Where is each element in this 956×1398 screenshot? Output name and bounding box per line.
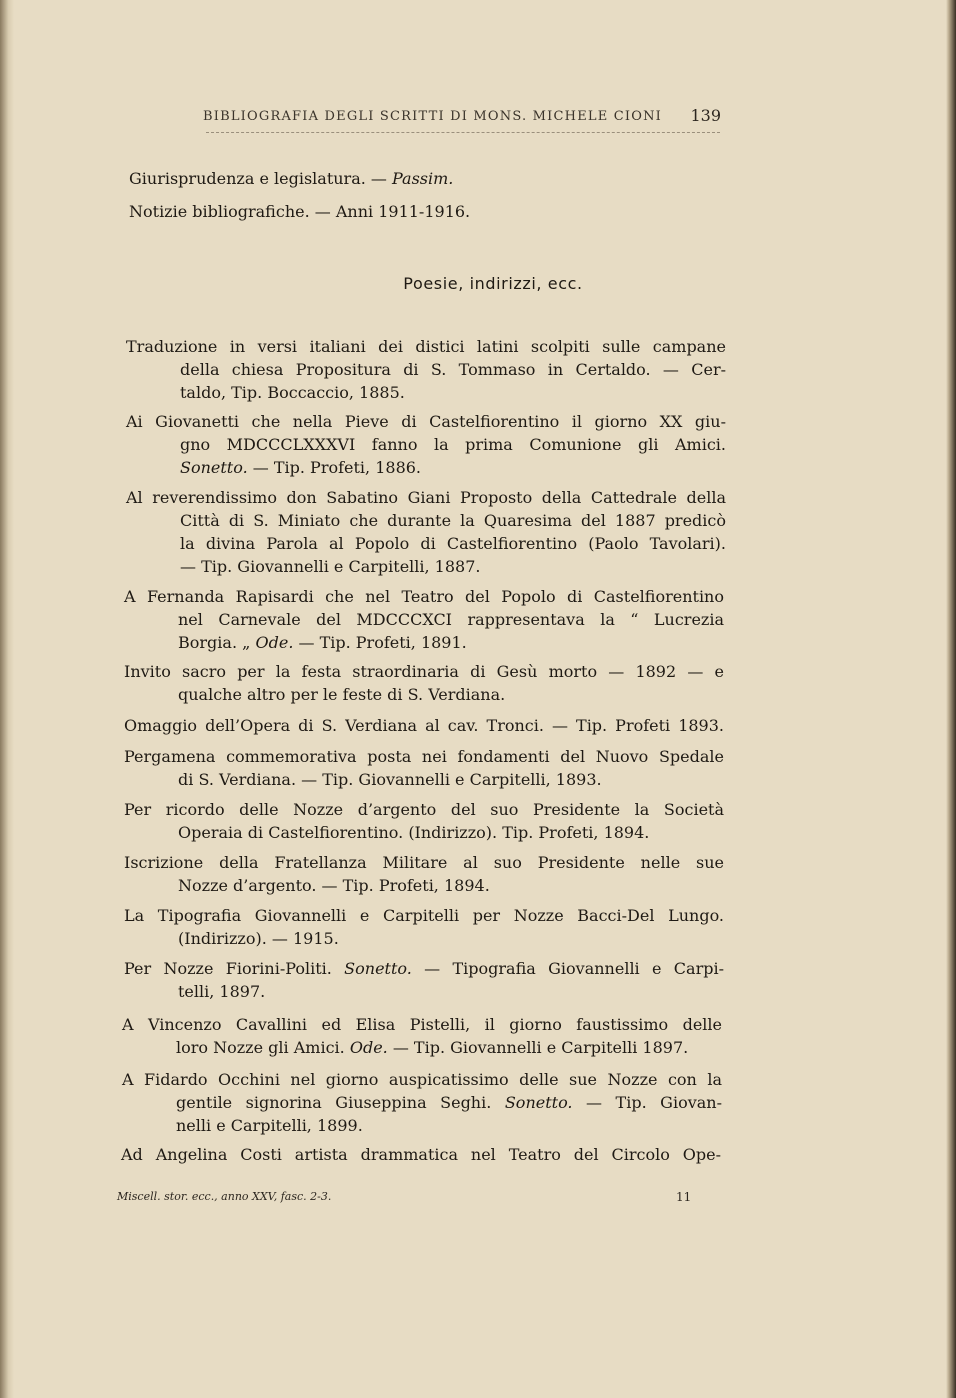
entry-line: Traduzione in versi italiani dei distici latini scolpiti sulle campane bbox=[126, 337, 726, 356]
running-header bbox=[203, 108, 721, 130]
entry-line: gentile signorina Giuseppina Seghi. Sonetto. — Tip. Giovan- bbox=[176, 1093, 722, 1112]
entry bbox=[124, 851, 724, 897]
entry-line: Ai Giovanetti che nella Pieve di Castelfiorentino il giorno XX giu- bbox=[126, 412, 726, 431]
footer-signature: 11 bbox=[676, 1190, 692, 1204]
footer-journal: Miscell. stor. ecc., anno XXV, fasc. 2-3. bbox=[117, 1190, 332, 1203]
entry-line: gno MDCCCLXXXVI fanno la prima Comunione gli Amici. bbox=[180, 435, 726, 454]
running-title: BIBLIOGRAFIA DEGLI SCRITTI DI MONS. MICHELE CIONI bbox=[203, 109, 662, 124]
entry-line: A Vincenzo Cavallini ed Elisa Pistelli, il giorno faustissimo delle bbox=[122, 1015, 722, 1034]
entry-line: loro Nozze gli Amici. Ode. — Tip. Giovannelli e Carpitelli 1897. bbox=[176, 1038, 689, 1057]
entry-line: nel Carnevale del MDCCCXCI rappresentava la “ Lucrezia bbox=[178, 610, 724, 629]
entry bbox=[126, 486, 726, 578]
entry bbox=[126, 410, 726, 479]
entry-line: Ad Angelina Costi artista drammatica nel Teatro del Circolo Ope- bbox=[121, 1145, 721, 1164]
entry-line: La Tipografia Giovannelli e Carpitelli per Nozze Bacci-Del Lungo. bbox=[124, 906, 724, 925]
entry-line: taldo, Tip. Boccaccio, 1885. bbox=[180, 383, 405, 402]
entry bbox=[124, 957, 724, 1003]
intro-text: Notizie bibliografiche. — Anni 1911-1916. bbox=[129, 202, 471, 221]
entry-line: Borgia. „ Ode. — Tip. Profeti, 1891. bbox=[178, 633, 467, 652]
intro-text: Giurisprudenza e legislatura. — bbox=[129, 169, 392, 188]
entry bbox=[124, 798, 724, 844]
entry-line: Iscrizione della Fratellanza Militare al suo Presidente nelle sue bbox=[124, 853, 724, 872]
entry-line: telli, 1897. bbox=[178, 982, 266, 1001]
entry bbox=[124, 585, 724, 654]
entry-line: Pergamena commemorativa posta nei fondamenti del Nuovo Spedale bbox=[124, 747, 724, 766]
entry-line: di S. Verdiana. — Tip. Giovannelli e Carpitelli, 1893. bbox=[178, 770, 602, 789]
section-heading: Poesie, indirizzi, ecc. bbox=[403, 274, 583, 293]
intro-line-2 bbox=[129, 202, 470, 222]
entry-line: della chiesa Propositura di S. Tommaso in Certaldo. — Cer- bbox=[180, 360, 726, 379]
header-rule bbox=[206, 132, 720, 133]
entry-line: Al reverendissimo don Sabatino Giani Proposto della Cattedrale della bbox=[126, 488, 726, 507]
entry-line: Nozze d’argento. — Tip. Profeti, 1894. bbox=[178, 876, 490, 895]
entry bbox=[122, 1013, 722, 1059]
entry bbox=[126, 335, 726, 404]
page-right-edge bbox=[946, 0, 956, 1398]
intro-line-1 bbox=[129, 169, 453, 189]
entry-line: la divina Parola al Popolo di Castelfiorentino (Paolo Tavolari). bbox=[180, 534, 726, 553]
page-left-edge bbox=[0, 0, 14, 1398]
entry-line: A Fidardo Occhini nel giorno auspicatissimo delle sue Nozze con la bbox=[122, 1070, 722, 1089]
entry-line: Omaggio dell’Opera di S. Verdiana al cav. Tronci. — Tip. Profeti 1893. bbox=[124, 716, 724, 735]
entry-line: qualche altro per le feste di S. Verdiana. bbox=[178, 685, 506, 704]
entry-line: A Fernanda Rapisardi che nel Teatro del Popolo di Castelfiorentino bbox=[124, 587, 724, 606]
entry bbox=[124, 714, 724, 737]
entry-line: Per ricordo delle Nozze d’argento del suo Presidente la Società bbox=[124, 800, 724, 819]
entry-line: nelli e Carpitelli, 1899. bbox=[176, 1116, 363, 1135]
intro-italic: Passim. bbox=[392, 169, 454, 188]
entry-line: Per Nozze Fiorini-Politi. Sonetto. — Tipografia Giovannelli e Carpi- bbox=[124, 959, 724, 978]
entry bbox=[124, 745, 724, 791]
entry-line: Operaia di Castelfiorentino. (Indirizzo). Tip. Profeti, 1894. bbox=[178, 823, 650, 842]
entry-line: — Tip. Giovannelli e Carpitelli, 1887. bbox=[180, 557, 481, 576]
entry bbox=[121, 1143, 721, 1166]
entry-line: (Indirizzo). — 1915. bbox=[178, 929, 339, 948]
entry-line: Invito sacro per la festa straordinaria di Gesù morto — 1892 — e bbox=[124, 662, 724, 681]
entry bbox=[122, 1068, 722, 1137]
entry-line: Città di S. Miniato che durante la Quaresima del 1887 predicò bbox=[180, 511, 726, 530]
entry bbox=[124, 660, 724, 706]
entry-line: Sonetto. — Tip. Profeti, 1886. bbox=[180, 458, 422, 477]
page-number: 139 bbox=[690, 106, 721, 125]
entry bbox=[124, 904, 724, 950]
